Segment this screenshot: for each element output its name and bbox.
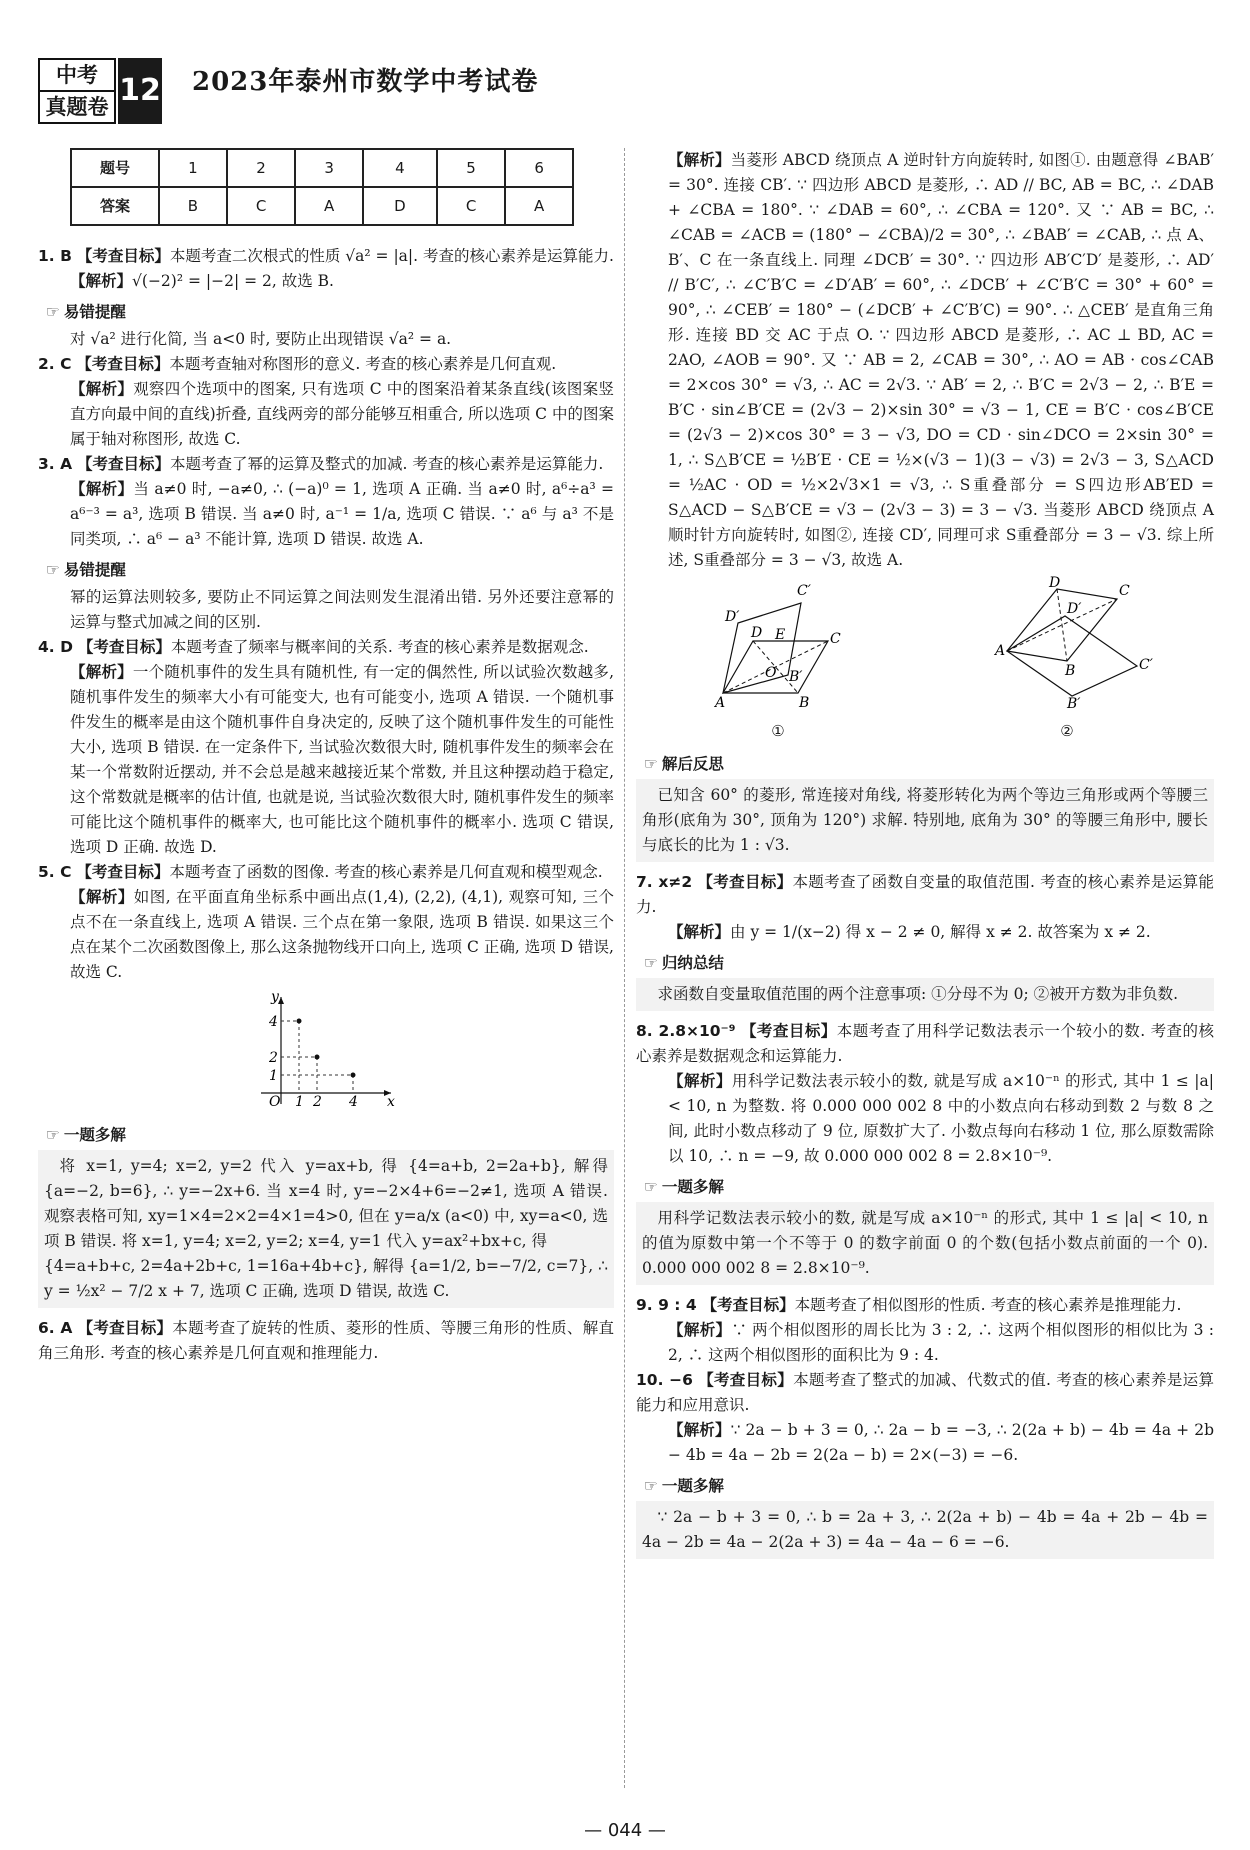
q4-goal-text: 本题考查了频率与概率间的关系. 考查的核心素养是数据观念. [170,638,589,656]
x-axis-label: x [387,1094,395,1110]
q8-goal-text: 本题考查了用科学记数法表示一个较小的数. 考查的核心素养是数据观念和运算能力. [636,1022,1214,1065]
q9-number: 9. 9 : 4 [636,1296,697,1314]
goal-tag: 【考查目标】 [76,247,170,265]
q7-summary-title [644,951,1214,976]
answer-table-cell: A [505,187,573,225]
q3-number: 3. A [38,455,73,473]
reflect-title-text: 解后反思 [661,755,724,773]
analysis-tag: 【解析】 [70,380,134,398]
q9-analysis-text: ∵ 两个相似图形的周长比为 3 : 2, ∴ 这两个相似图形的相似比为 3 : 2, ∴ 这两个相似图形的面积比为 9 : 4. [668,1321,1214,1364]
pointer-icon: ☞ [46,561,60,579]
q5-graph [38,989,614,1117]
answer-table-cell: 5 [437,149,506,187]
figure-vertex-label: A [715,695,726,711]
x-tick-label: 1 [295,1094,304,1110]
q7-analysis-text: 由 y = 1/(x−2) 得 x − 2 ≠ 0, 解得 x ≠ 2. 故答案为 x ≠ 2. [730,923,1151,941]
q3-error-title [46,558,614,583]
goal-tag: 【考查目标】 [697,873,793,891]
answer-table-cell: D [363,187,437,225]
figure-vertex-label: B [1065,663,1076,679]
y-axis-label: y [271,989,279,1005]
pointer-icon: ☞ [46,1126,60,1144]
q7-number: 7. x≠2 [636,873,693,891]
q6-analysis [636,148,1214,573]
answer-table-header: 题号 [71,149,159,187]
figure-vertex-label: B′ [789,669,803,685]
answer-table-row-numbers [71,149,573,187]
pointer-icon: ☞ [46,303,60,321]
q10-multi-title [644,1474,1214,1499]
q8-analysis [636,1069,1214,1169]
goal-tag: 【考查目标】 [698,1371,794,1389]
figure-1 [703,581,853,744]
q4-number: 4. D [38,638,73,656]
figure-vertex-label: C [830,631,841,647]
q1-error-title-text: 易错提醒 [63,303,126,321]
answer-table-cell: C [227,187,296,225]
answer-table-cell: 2 [227,149,296,187]
q10-number: 10. −6 [636,1371,693,1389]
q8-number: 8. 2.8×10⁻⁹ [636,1022,736,1040]
q5-multi-text-2: {4=a+b+c, 2=4a+2b+c, 1=16a+4b+c}, 解得 {a=1/2, b=−7/2, c=7}, ∴ y = ½x² − 7/2 x + 7, 选项 C 正确, 选项 D 错误, 故选 C. [44,1257,608,1300]
q5-goal [38,860,614,885]
q1-goal-text: 本题考查二次根式的性质 √a² = |a|. 考查的核心素养是运算能力. [169,247,614,265]
right-column [636,148,1214,1567]
q7-summary-title-text: 归纳总结 [661,954,724,972]
reflect-text: 已知含 60° 的菱形, 常连接对角线, 将菱形转化为两个等边三角形或两个等腰三角形(底角为 30°, 顶角为 120°) 求解. 特别地, 底角为 30° 的等腰三角形中, 腰长与底长的比为 1 : √3. [642,786,1208,854]
diagonal-bd [1057,589,1067,661]
pointer-icon: ☞ [644,954,658,972]
column-divider [624,148,625,1788]
figure-1-label: ① [771,722,785,740]
q8-analysis-text: 用科学记数法表示较小的数, 就是写成 a×10⁻ⁿ 的形式, 其中 1 ≤ |a| < 10, n 为整数. 将 0.000 000 002 8 中的小数点向右移动到数 2 与数 8 之间, 此时小数点移动了 9 位, 原数扩大了. 小数点每向右移动 1 位, 那么原数需除以 10, ∴ n = −9, 故 0.000 000 002 8 = 2.8×10⁻⁹. [668,1072,1214,1165]
q2-analysis [38,377,614,452]
rhombus-ab-c-d [1007,616,1137,696]
q7-goal [636,870,1214,920]
q8-multi-title [644,1175,1214,1200]
analysis-tag: 【解析】 [668,1421,731,1439]
q6-number: 6. A [38,1319,73,1337]
figure-vertex-label: B [799,695,810,711]
figure-2 [987,575,1153,744]
analysis-tag: 【解析】 [70,272,133,290]
exam-badge [38,58,162,120]
analysis-tag: 【解析】 [70,480,134,498]
q7-summary-box [636,978,1214,1011]
goal-tag: 【考查目标】 [76,863,170,881]
q1-error-text: 对 √a² 进行化简, 当 a<0 时, 要防止出现错误 √a² = a. [70,330,452,348]
q1-number: 1. B [38,247,72,265]
q10-goal [636,1368,1214,1418]
answer-table [70,148,574,226]
goal-tag: 【考查目标】 [77,638,171,656]
goal-tag: 【考查目标】 [77,455,171,473]
q10-multi-text: ∵ 2a − b + 3 = 0, ∴ b = 2a + 3, ∴ 2(2a + b) − 4b = 4a + 2b − 4b = 4a − 2b = 4a − 2(2a + 3) = 4a − 4a − 6 = −6. [642,1508,1208,1551]
q8-multi-box [636,1202,1214,1285]
page-number: — 044 — [584,1820,666,1841]
badge-top: 中考 [38,58,116,90]
y-tick-label: 1 [269,1068,278,1084]
x-tick-label: 4 [349,1094,358,1110]
figure-vertex-label: D [751,625,763,641]
figure-vertex-label: C′ [797,583,811,599]
figure-vertex-label: B′ [1067,696,1081,712]
q5-multi-text-1: 将 x=1, y=4; x=2, y=2 代入 y=ax+b, 得 {4=a+b, 2=2a+b}, 解得 {a=−2, b=6}, ∴ y=−2x+6. 当 x=4 时, y=−2×4+6=−2≠1, 选项 A 错误. 观察表格可知, xy=1×4=2×2=4×1=4>0, 但在 y=a/x (a<0) 中, xy=a<0, 选项 B 错误. 将 x=1, y=4; x=2, y=2; x=4, y=1 代入 y=ax²+bx+c, 得 [44,1157,608,1250]
q3-analysis-text: 当 a≠0 时, −a≠0, ∴ (−a)⁰ = 1, 选项 A 正确. 当 a≠0 时, a⁶÷a³ = a⁶⁻³ = a³, 选项 B 错误. 当 a≠0 时, a⁻¹ = 1/a, 选项 C 错误. ∵ a⁶ 与 a³ 不是同类项, ∴ a⁶ − a³ 不能计算, 选项 D 错误. 故选 A. [70,480,614,548]
figure-vertex-label: C [1119,583,1130,599]
analysis-tag: 【解析】 [70,663,133,681]
rhombus-figure-1 [703,581,853,711]
q10-analysis-text: ∵ 2a − b + 3 = 0, ∴ 2a − b = −3, ∴ 2(2a + b) − 4b = 4a + 2b − 4b = 4a − 2b = 2(2a − b) = 2×(−3) = −6. [668,1421,1214,1464]
badge-bottom: 真题卷 [38,90,116,124]
goal-tag: 【考查目标】 [77,1319,173,1337]
analysis-tag: 【解析】 [668,923,731,941]
rhombus-figures [636,575,1214,744]
y-tick-label: 2 [269,1050,278,1066]
y-tick-label: 4 [269,1014,278,1030]
q10-multi-box [636,1501,1214,1559]
q8-goal [636,1019,1214,1069]
goal-tag: 【考查目标】 [701,1296,795,1314]
reflect-title [644,752,1214,777]
answer-table-cell: 4 [363,149,437,187]
answer-table-cell: B [159,187,227,225]
q5-goal-text: 本题考查了函数的图像. 考查的核心素养是几何直观和模型观念. [169,863,603,881]
q5-multi-title [46,1123,614,1148]
q4-analysis [38,660,614,860]
badge-number: 12 [118,58,162,124]
answer-table-header: 答案 [71,187,159,225]
q9-goal-text: 本题考查了相似图形的性质. 考查的核心素养是推理能力. [794,1296,1182,1314]
answer-table-cell: 1 [159,149,227,187]
q2-analysis-text: 观察四个选项中的图案, 只有选项 C 中的图案沿着某条直线(该图案竖直方向最中间的直线)折叠, 直线两旁的部分能够互相重合, 所以选项 C 中的图案属于轴对称图形, 故选 C. [70,380,614,448]
answer-table-cell: 3 [295,149,363,187]
origin-label: O [269,1094,281,1110]
answer-table-row-answers [71,187,573,225]
q3-goal [38,452,614,477]
answer-table-cell: C [437,187,506,225]
q7-summary-text: 求函数自变量取值范围的两个注意事项: ①分母不为 0; ②被开方数为非负数. [657,985,1179,1003]
q10-analysis [636,1418,1214,1468]
coordinate-graph [251,989,401,1109]
q6-analysis-text: 当菱形 ABCD 绕顶点 A 逆时针方向旋转时, 如图①. 由题意得 ∠BAB′ = 30°. 连接 CB′. ∵ 四边形 ABCD 是菱形, ∴ AD // BC, AB = BC, ∴ ∠DAB + ∠CBA = 180°. ∵ ∠DAB = 60°, ∴ ∠CBA = 120°. 又 ∵ AB = BC, ∴ ∠CAB = ∠ACB = (180° − ∠CBA)/2 = 30°, ∴ ∠BAB′ = ∠CAB, ∴ 点 A、B′、C 在一条直线上. 同理 ∠DCB′ = 30°. ∵ 四边形 AB′C′D′ 是菱形, ∴ AD′ // B′C′, ∴ ∠C′B′C = ∠D′AB′ = 60°, ∴ ∠DCB′ + ∠C′B′C = 30° + 60° = 90°, ∴ ∠CEB′ = 180° − (∠DCB′ + ∠C′B′C) = 90°. ∴ △CEB′ 是直角三角形. 连接 BD 交 AC 于点 O. ∵ 四边形 ABCD 是菱形, ∴ AC ⊥ BD, AC = 2AO, ∠AOB = 90°. 又 ∵ AB = 2, ∠CAB = 30°, ∴ AO = AB · cos∠CAB = 2×cos 30° = √3, ∴ AC = 2√3. ∵ AB′ = 2, ∴ B′C = 2√3 − 2, ∴ B′E = B′C · sin∠B′CE = (2√3 − 2)×sin 30° = √3 − 1, CE = B′C · cos∠B′CE = (2√3 − 2)×cos 30° = 3 − √3, DO = CD · sin∠DCO = 2×sin 30° = 1, ∴ S△B′CE = ½B′E · CE = ½×(√3 − 1)(3 − √3) = 2√3 − 3, S△ACD = ½AC · OD = ½×2√3×1 = √3, ∴ S重叠部分 = S四边形AB′ED = S△ACD − S△B′CE = √3 − (2√3 − 3) = 3 − √3. 当菱形 ABCD 绕顶点 A 顺时针方向旋转时, 如图②, 连接 CD′, 同理可求 S重叠部分 = 3 − √3. 综上所述, S重叠部分 = 3 − √3, 故选 A. [668,151,1214,569]
q7-goal-text: 本题考查了函数自变量的取值范围. 考查的核心素养是运算能力. [636,873,1214,916]
q2-number: 2. C [38,355,72,373]
q1-analysis [38,269,614,294]
q4-analysis-text: 一个随机事件的发生具有随机性, 有一定的偶然性, 所以试验次数越多, 随机事件发生的频率大小有可能变大, 也有可能变小, 选项 A 错误. 一个随机事件发生的概率是由这个随机事件自身决定的, 反映了这个随机事件发生的可能性大小, 选项 B 错误. 在一定条件下, 当试验次数很大时, 随机事件发生的频率会在某一个常数附近摆动, 并不会总是越来越接近某个常数, 并且这种摆动趋于稳定, 这个常数就是概率的估计值, 也就是说, 当试验次数很大时, 随机事件发生的频率可能比这个随机事件的概率大, 也可能比这个随机事件的概率小. 选项 C 错误, 选项 D 正确. 故选 D. [70,663,614,856]
q5-multi-title-text: 一题多解 [63,1126,126,1144]
q5-analysis [38,885,614,985]
q3-goal-text: 本题考查了幂的运算及整式的加减. 考查的核心素养是运算能力. [170,455,604,473]
goal-tag: 【考查目标】 [740,1022,837,1040]
q9-goal [636,1293,1214,1318]
q8-multi-title-text: 一题多解 [661,1178,724,1196]
q1-analysis-text: √(−2)² = |−2| = 2, 故选 B. [132,272,334,290]
figure-vertex-label: E [775,627,786,643]
x-tick-label: 2 [313,1094,322,1110]
q5-multi-box [38,1150,614,1308]
analysis-tag: 【解析】 [70,888,134,906]
analysis-tag: 【解析】 [668,1072,732,1090]
figure-vertex-label: C′ [1139,657,1153,673]
q8-multi-text: 用科学记数法表示较小的数, 就是写成 a×10⁻ⁿ 的形式, 其中 1 ≤ |a| < 10, n 的值为原数中第一个不等于 0 的数字前面 0 的个数(包括小数点前面的一个 0). 0.000 000 002 8 = 2.8×10⁻⁹. [642,1209,1208,1277]
figure-2-label: ② [1060,722,1074,740]
figure-vertex-label: O [765,665,777,681]
q10-goal-text: 本题考查了整式的加减、代数式的值. 考查的核心素养是运算能力和应用意识. [636,1371,1214,1414]
q5-number: 5. C [38,863,72,881]
answer-table-cell: 6 [505,149,573,187]
q3-analysis [38,477,614,552]
answer-table-cell: A [295,187,363,225]
goal-tag: 【考查目标】 [76,355,170,373]
figure-vertex-label: D′ [1067,601,1082,617]
q3-error-title-text: 易错提醒 [63,561,126,579]
pointer-icon: ☞ [644,1178,658,1196]
figure-vertex-label: D′ [725,609,740,625]
q1-error-title [46,300,614,325]
left-column [38,148,614,1366]
q5-analysis-text: 如图, 在平面直角坐标系中画出点(1,4), (2,2), (4,1), 观察可知, 三个点不在一条直线上, 选项 A 错误. 三个点在第一象限, 选项 B 错误. 如果这三个点在某个二次函数图像上, 那么这条抛物线开口向上, 选项 C 正确, 选项 D 错误, 故选 C. [70,888,614,981]
q4-goal [38,635,614,660]
figure-vertex-label: D [1049,575,1061,591]
q3-error-text: 幂的运算法则较多, 要防止不同运算之间法则发生混淆出错. 另外还要注意幂的运算与整式加减之间的区别. [70,588,614,631]
figure-vertex-label: A [995,643,1006,659]
q6-goal [38,1316,614,1366]
pointer-icon: ☞ [644,755,658,773]
point-4-1 [351,1073,356,1078]
point-2-2 [315,1055,320,1060]
q6-goal-text: 本题考查了旋转的性质、菱形的性质、等腰三角形的性质、解直角三角形. 考查的核心素养是几何直观和推理能力. [38,1319,614,1362]
q2-goal-text: 本题考查轴对称图形的意义. 考查的核心素养是几何直观. [169,355,557,373]
q7-analysis [636,920,1214,945]
rhombus-figure-2 [987,575,1153,712]
page-title: 2023年泰州市数学中考试卷 [192,67,539,97]
pointer-icon: ☞ [644,1477,658,1495]
reflect-box [636,779,1214,862]
analysis-tag: 【解析】 [668,151,731,169]
q1-goal [38,244,614,269]
q10-multi-title-text: 一题多解 [661,1477,724,1495]
q2-goal [38,352,614,377]
q9-analysis [636,1318,1214,1368]
point-1-4 [297,1019,302,1024]
analysis-tag: 【解析】 [668,1321,732,1339]
